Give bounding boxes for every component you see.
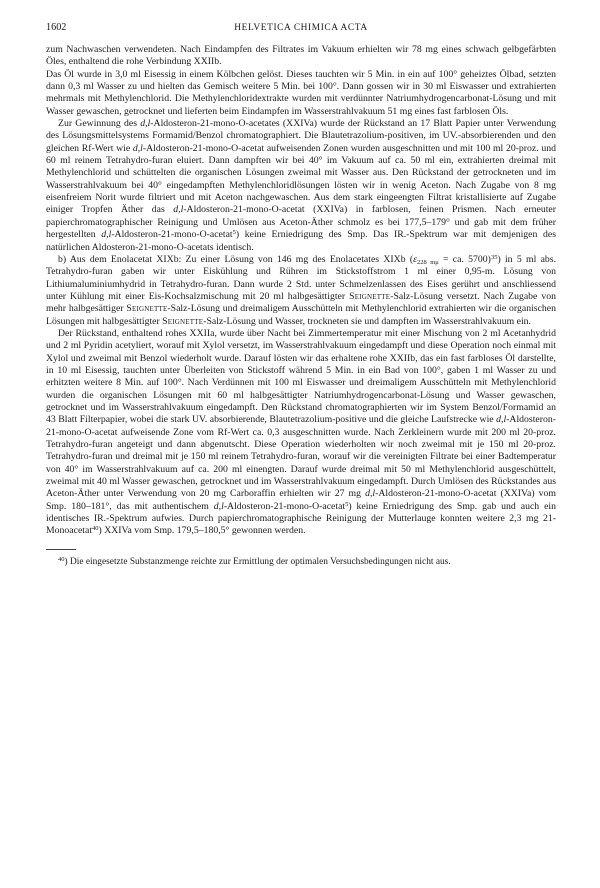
text-run: -Aldosteron-21-mono-O-acetat aufweisende Zone vom Rf-Wert ca. 0,3 ausgeschnitten wurde. Nach Zerkleinern wurde mit 200 ml 20-proz. Tetrahydro-furan angeteigt und dann abgenutscht. Diese Operation wiederholten wir noch zweimal mit je 150 ml 20-proz. Tetrahydro-furan und dreimal mit je 150 ml reinem Tetrahydro-furan, worauf wir die vereinigten Filtrate bei einer Badtemperatur von 40° im Wasserstrahlvakuum auf ca. 200 ml einengten. Darauf wurde dreimal mit 50 ml Methylenchlorid ausgeschüttelt, zweimal mit 40 ml Wasser gewaschen, getrocknet und im Wasserstrahlvakuum eingedampft. Durch Umlösen des Rückstandes aus Aceton-Äther unter Verwendung von 20 mg Carboraffin erhielten wir 27 mg [46,414,556,500]
text-run: b) Aus dem Enolacetat XIXb: Zu einer Lösung von 146 mg des Enolacetates XIXb ( [58,253,414,265]
text-run: -Aldosteron-21-mono-O-acetat (XXIVa) in farblosen, feinen Prismen. Nach erneuter papierchromatographischer Reinigung und Umlösen aus Aceton-Äther schmolz es bei 177,5–179° und gab mit dem früher hergestellten [46,204,556,241]
text-run: -Salz-Lösung und dreimaligem Ausschütteln mit Methylenchlorid extrahierten wir die organischen Lösungen mit halbgesättigter [46,303,556,327]
page-header [46,22,556,40]
text-run: = ca. 5700) [438,253,491,265]
page-number: 1602 [46,22,67,33]
text-run: ) in 5 ml abs. Tetrahydro-furan gaben wir unter Eiskühlung und Rühren im Stickstoffstrom 1 ml einer 0,95-m. Lösung von Lithiumaluminiumhydrid in Tetrahydro-furan. Dann wurde 2 Std. unter Schmelzenlassen des Eises gerührt und anschliessend unter Kühlung mit einer Eis-Kochsalzmischung mit 20 ml halbgesättigter [46,253,557,302]
paragraph [46,254,556,328]
text-run: -Aldosteron-21-mono-O-acetat [223,500,346,512]
small-caps-run: Seignette [162,315,204,327]
text-run: -Salz-Lösung und Wasser, trockneten sie und dampften im Wasserstrahlvakuum ein. [203,315,531,327]
footnote-marker: 40 [58,555,65,563]
text-run: Der Rückstand, enthaltend rohes XXIIa, wurde über Nacht bei Zimmertemperatur mit einer Mischung von 2 ml Acetanhydrid und 2 ml Pyridin acetyliert, worauf mit Xylol versetzt, im Wasserstrahlvakuum eingedampft und diese Operation noch einmal mit Xylol und zweimal mit Benzol wiederholt wurde. Darauf lösten wir das erhaltene rohe XXIIb, das ein fast farbloses Öl darstellte, in 10 ml Eisessig, tauchten unter Überleiten von Stickstoff während 5 Min. in ein Bad von 100°, gaben 1 ml Wasser zu und erhitzten weitere 8 Min. auf 100°. Nach Verdünnen mit 100 ml Eiswasser und dreimaligem Ausschütteln mit Methylenchlorid wurden die organischen Lösungen mit 60 ml halbgesättigter Natriumhydrogencarbonat-Lösung und Wasser gewaschen, getrocknet und im Wasserstrahlvakuum eingedampft. Den Rückstand chromatographierten wir im System Benzol/Formamid an 43 Blatt Filterpapier, wobei die stark UV. absorbierende, Blautetrazolium-positive und die gleiche Laufstrecke wie [46,327,556,426]
text-run: -Aldosteron-21-mono-O-acetat (XXIVa) vom Smp. 180–181°, das mit authentischem [46,488,557,512]
italic-run: d,l [213,500,224,512]
journal-title: HELVETICA CHIMICA ACTA [234,23,368,33]
paragraph [46,328,556,538]
subscript-run: 228 mμ [416,258,439,266]
italic-run: d,l [140,118,151,130]
footnote-reference: 5 [232,229,236,237]
text-run: zum Nachwaschen verwendeten. Nach Eindampfen des Filtrates im Vakuum erhielten wir 78 mg eines schwach gelbgefärbten Öles, enthaltend die rohe Verbindung XXIIb. [46,44,556,68]
footnote-reference: 40 [92,525,99,533]
footnote-text: ) Die eingesetzte Substanzmenge reichte zur Ermittlung der optimalen Versuchsbedingungen nicht aus. [64,556,451,567]
italic-run: d,l [132,142,143,154]
journal-page [46,22,556,568]
text-run: ) keine Erniedrigung des Smp. gab und auch ein identisches IR.-Spektrum aufwies. Durch papierchromatographische Reinigung der Mutterlauge konnten weitere 2,3 mg 21-Monoacetat [46,500,556,537]
footnote [46,556,556,568]
text-run: Zur Gewinnung des [58,118,141,130]
small-caps-run: Seignette [126,303,168,315]
italic-run: d,l [496,414,507,426]
italic-run: d,l [101,229,112,241]
paragraph [46,69,556,118]
text-run: ) keine Erniedrigung des Smp. Das IR.-Spektrum war mit demjenigen des natürlichen Aldosteron-21-mono-O-acetats identisch. [46,229,556,253]
italic-run: d,l [173,204,184,216]
paragraph [46,118,556,254]
footnote-reference: 5 [345,500,349,508]
article-body [46,44,556,538]
text-run: -Aldosteron-21-mono-O-acetates (XXIVa) wurde der Rückstand an 17 Blatt Papier unter Verwendung des Lösungsmittelsystems Formamid/Benzol chromatographiert. Die Blautetrazolium-positiven, im UV.-absorbierenden und den gleichen Rf-Wert wie [46,118,556,154]
text-run: ) XXIVa vom Smp. 179,5–180,5° gewonnen werden. [98,525,306,537]
text-run: Das Öl wurde in 3,0 ml Eisessig in einem Kölbchen gelöst. Dieses tauchten wir 5 Min. in ein auf 100° geheiztes Ölbad, setzten dann 0,3 ml Wasser zu und hielten das Gemisch weitere 5 Min. bei 100°. Dann gossen wir in 30 ml Eiswasser und extrahierten mehrmals mit Methylenchlorid. Die Methylenchloridextrakte wurden mit verdünnter Natriumhydrogencarbonat-Lösung und mit Wasser gewaschen, getrocknet und lieferten beim Eindampfen im Wasserstrahlvakuum 51 mg eines fast farblosen Öls. [46,68,556,117]
text-run: -Salz-Lösung versetzt. Nach Zugabe von mehr halbgesättiger [46,290,556,315]
text-run: -Aldosteron-21-mono-O-acetat [111,229,233,241]
footnote-reference: 35 [490,253,498,261]
italic-run: d,l [365,488,376,500]
text-run: -Aldosteron-21-mono-O-acetat aufweisenden Zonen wurden ausgeschnitten und mit 100 ml 20-proz. und 60 ml reinem Tetrahydro-furan eluiert. Dann dampften wir bei 40° im Vakuum auf ca. 50 ml ein, extrahierten dreimal mit Methylenchlorid und schüttelten die organischen Lösungen zweimal mit Wasser aus. Den Rückstand der getrockneten und im Wasserstrahlvakuum bei 40° eingedampften Methylenchloridlösungen lösten wir in wenig Aceton. Nach Zugabe von 8 mg eisenfreiem Norit wurde filtriert und mit Aceton nachgewaschen. Aus dem stark eingeengten Filtrat kristallisierte auf Zugabe einiger Tropfen Äther das [46,142,556,216]
footnote-divider [46,549,76,550]
small-caps-run: Seignette [349,290,391,302]
paragraph [46,44,556,69]
italic-run: ε [413,253,417,265]
